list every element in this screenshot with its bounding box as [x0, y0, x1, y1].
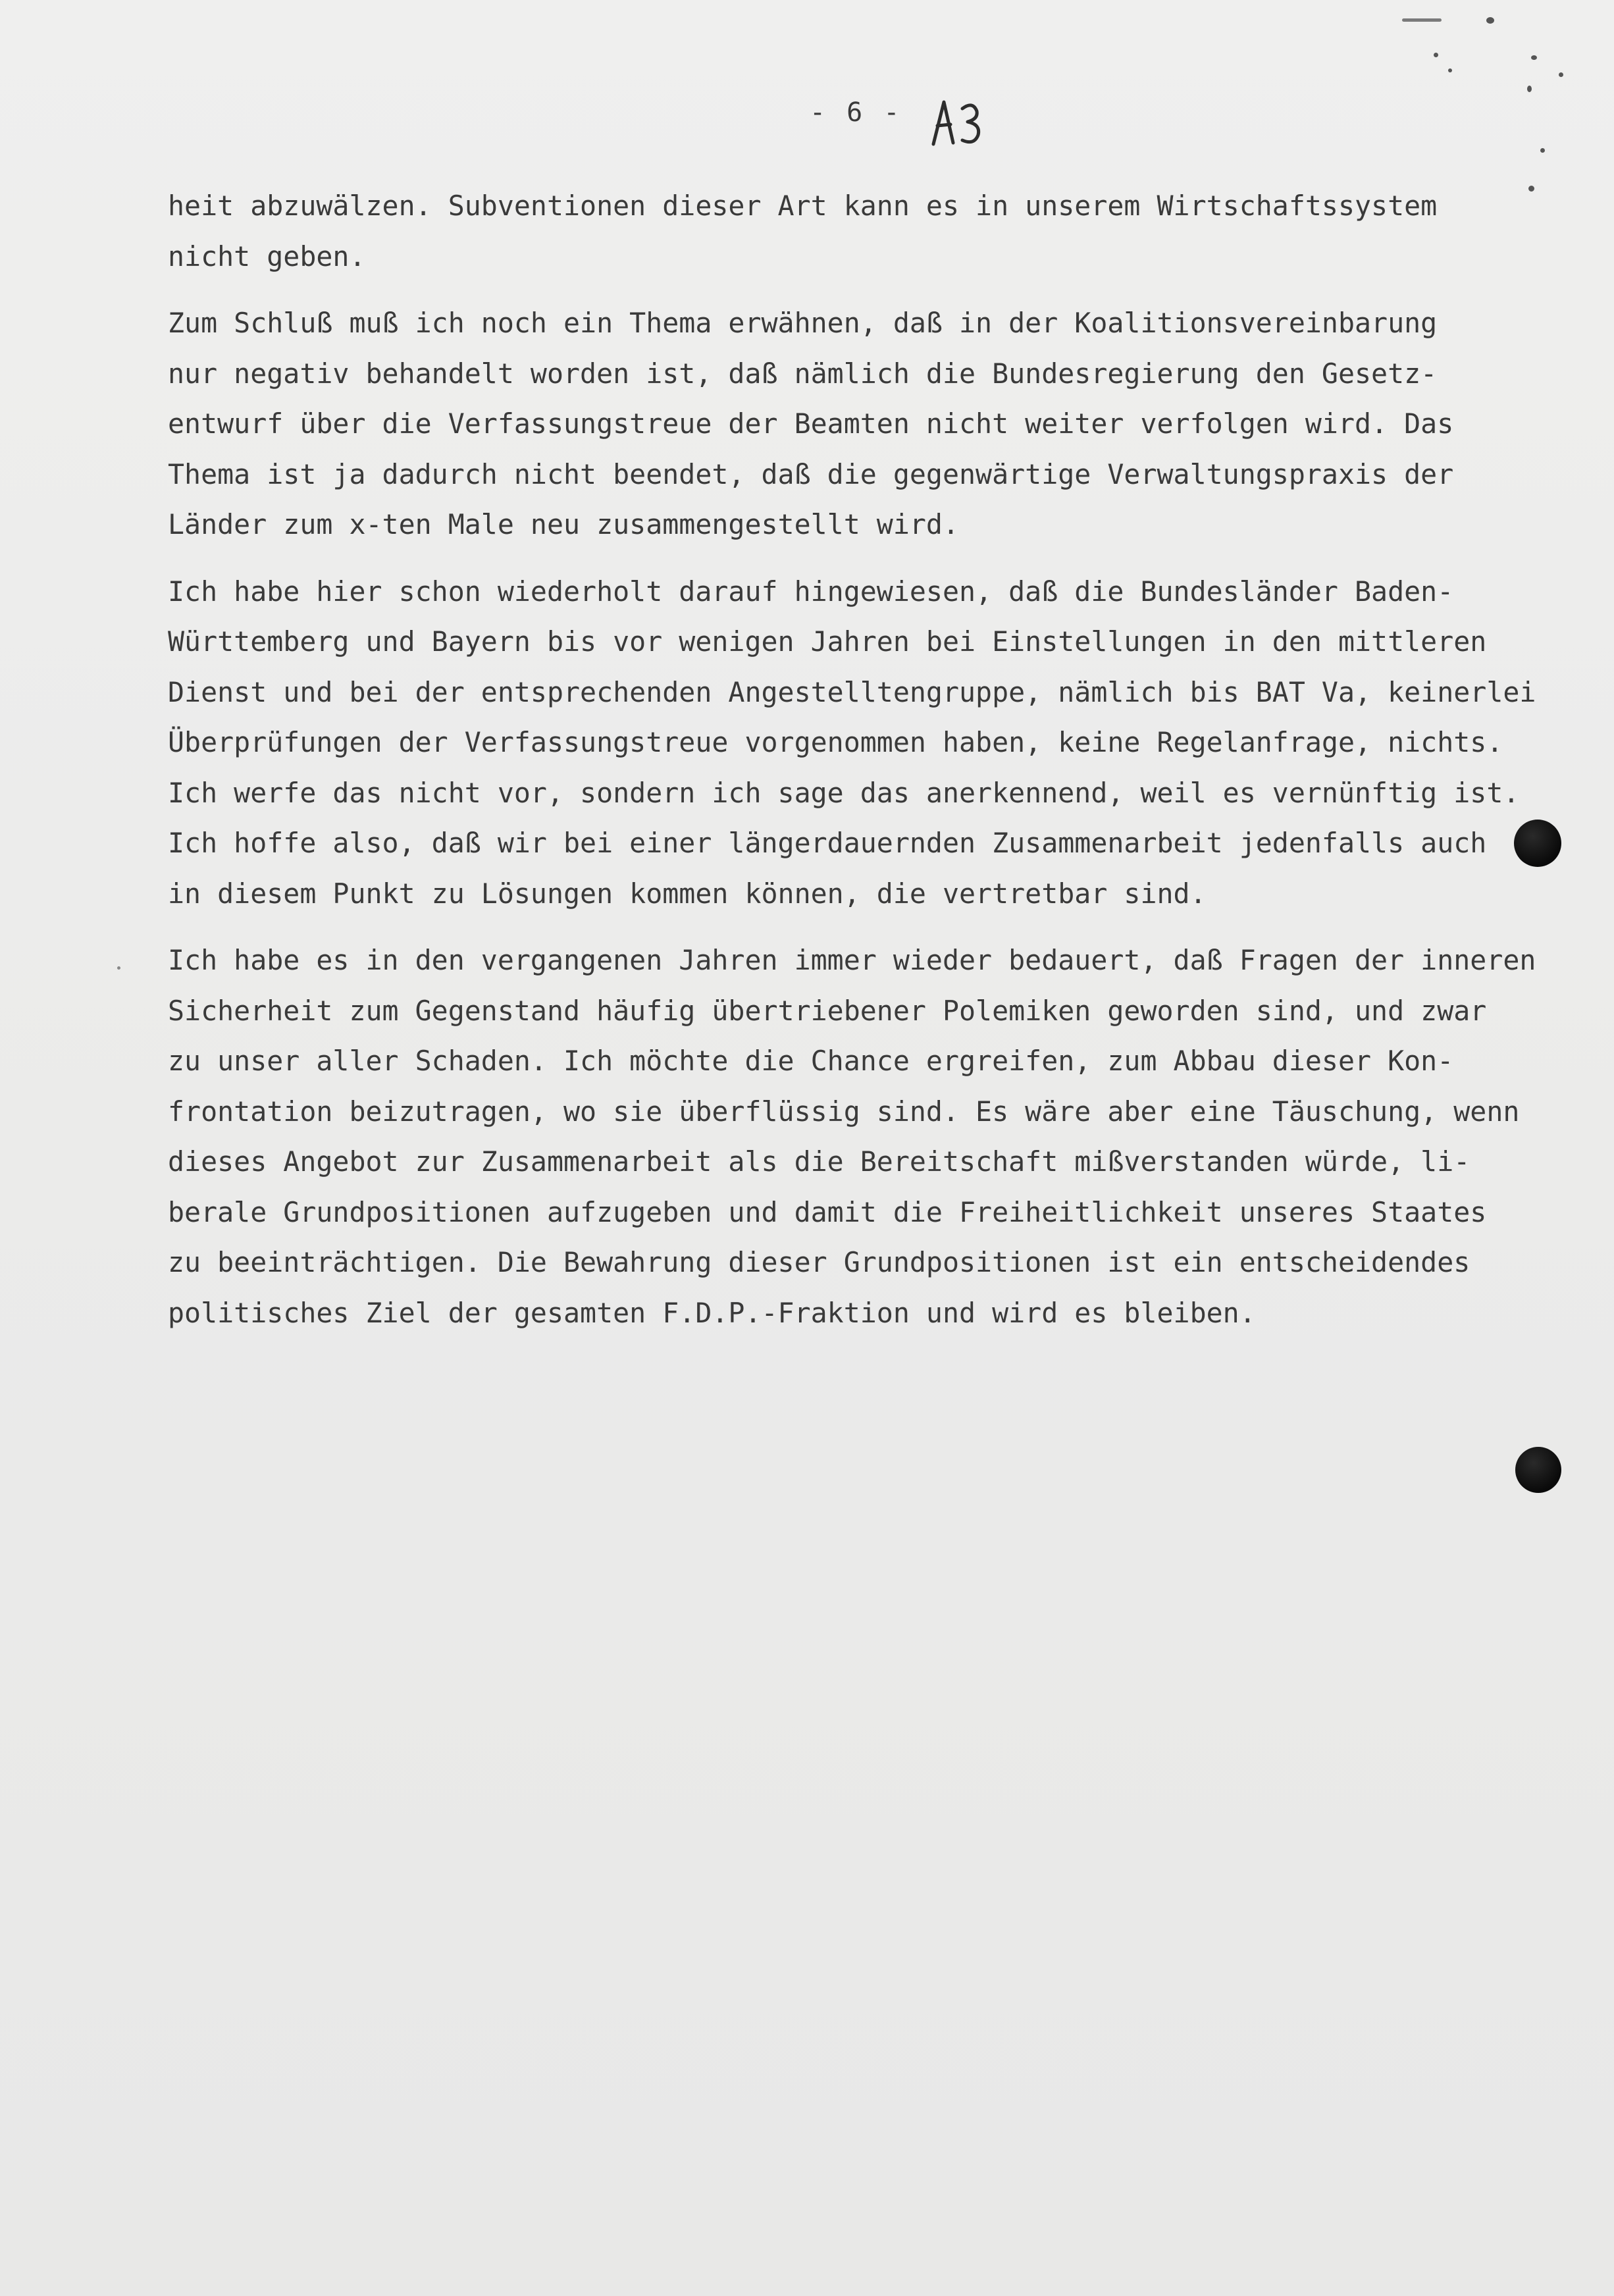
- letter-body: [168, 181, 1590, 1355]
- ink-speck: [1528, 186, 1534, 192]
- ink-speck: [1486, 17, 1494, 24]
- paragraph: [168, 567, 1590, 920]
- text-line: Sicherheit zum Gegenstand häufig übertriebener Polemiken geworden sind, und zwar: [168, 994, 1487, 1027]
- text-line: politisches Ziel der gesamten F.D.P.-Fraktion und wird es bleiben.: [168, 1296, 1256, 1329]
- page-number: - 6 -: [810, 97, 902, 128]
- ink-speck: [1527, 86, 1532, 92]
- text-line: Thema ist ja dadurch nicht beendet, daß die gegenwärtige Verwaltungspraxis der: [168, 457, 1454, 490]
- text-line: frontation beizutragen, wo sie überflüssig sind. Es wäre aber eine Täuschung, wenn: [168, 1095, 1520, 1128]
- text-line: Dienst und bei der entsprechenden Angestelltengruppe, nämlich bis BAT Va, keinerlei: [168, 675, 1536, 708]
- text-line: Württemberg und Bayern bis vor wenigen Jahren bei Einstellungen in den mittleren: [168, 625, 1487, 658]
- ink-speck: [1402, 18, 1442, 22]
- ink-speck: [117, 966, 120, 970]
- text-line: heit abzuwälzen. Subventionen dieser Art kann es in unserem Wirtschaftssystem: [168, 190, 1438, 222]
- ink-speck: [1540, 148, 1545, 153]
- ink-speck: [1531, 55, 1537, 60]
- text-line: Ich werfe das nicht vor, sondern ich sage das anerkennend, weil es vernünftig ist.: [168, 776, 1520, 809]
- ink-speck: [1559, 72, 1563, 77]
- text-line: entwurf über die Verfassungstreue der Beamten nicht weiter verfolgen wird. Das: [168, 407, 1454, 440]
- handwritten-annotation: [928, 95, 1001, 148]
- text-line: Ich hoffe also, daß wir bei einer längerdauernden Zusammenarbeit jedenfalls auch: [168, 827, 1487, 859]
- text-line: in diesem Punkt zu Lösungen kommen können, die vertretbar sind.: [168, 877, 1207, 910]
- punch-hole-lower: [1515, 1447, 1561, 1493]
- paragraph: [168, 935, 1590, 1338]
- ink-speck: [1448, 68, 1452, 72]
- text-line: Länder zum x-ten Male neu zusammengestellt wird.: [168, 508, 959, 540]
- text-line: nicht geben.: [168, 240, 366, 273]
- paragraph: [168, 181, 1590, 282]
- ink-speck: [1434, 53, 1438, 57]
- text-line: zu beeinträchtigen. Die Bewahrung dieser Grundpositionen ist ein entscheidendes: [168, 1246, 1471, 1278]
- text-line: nur negativ behandelt worden ist, daß nämlich die Bundesregierung den Gesetz-: [168, 357, 1438, 390]
- paragraph: [168, 298, 1590, 550]
- text-line: dieses Angebot zur Zusammenarbeit als die Bereitschaft mißverstanden würde, li-: [168, 1145, 1471, 1178]
- punch-hole-upper: [1514, 820, 1561, 867]
- text-line: Ich habe es in den vergangenen Jahren immer wieder bedauert, daß Fragen der inneren: [168, 944, 1536, 976]
- text-line: Ich habe hier schon wiederholt darauf hingewiesen, daß die Bundesländer Baden-: [168, 575, 1454, 608]
- text-line: Überprüfungen der Verfassungstreue vorgenommen haben, keine Regelanfrage, nichts.: [168, 726, 1503, 758]
- text-line: zu unser aller Schaden. Ich möchte die Chance ergreifen, zum Abbau dieser Kon-: [168, 1045, 1454, 1077]
- text-line: Zum Schluß muß ich noch ein Thema erwähnen, daß in der Koalitionsvereinbarung: [168, 307, 1438, 339]
- text-line: berale Grundpositionen aufzugeben und damit die Freiheitlichkeit unseres Staates: [168, 1195, 1487, 1228]
